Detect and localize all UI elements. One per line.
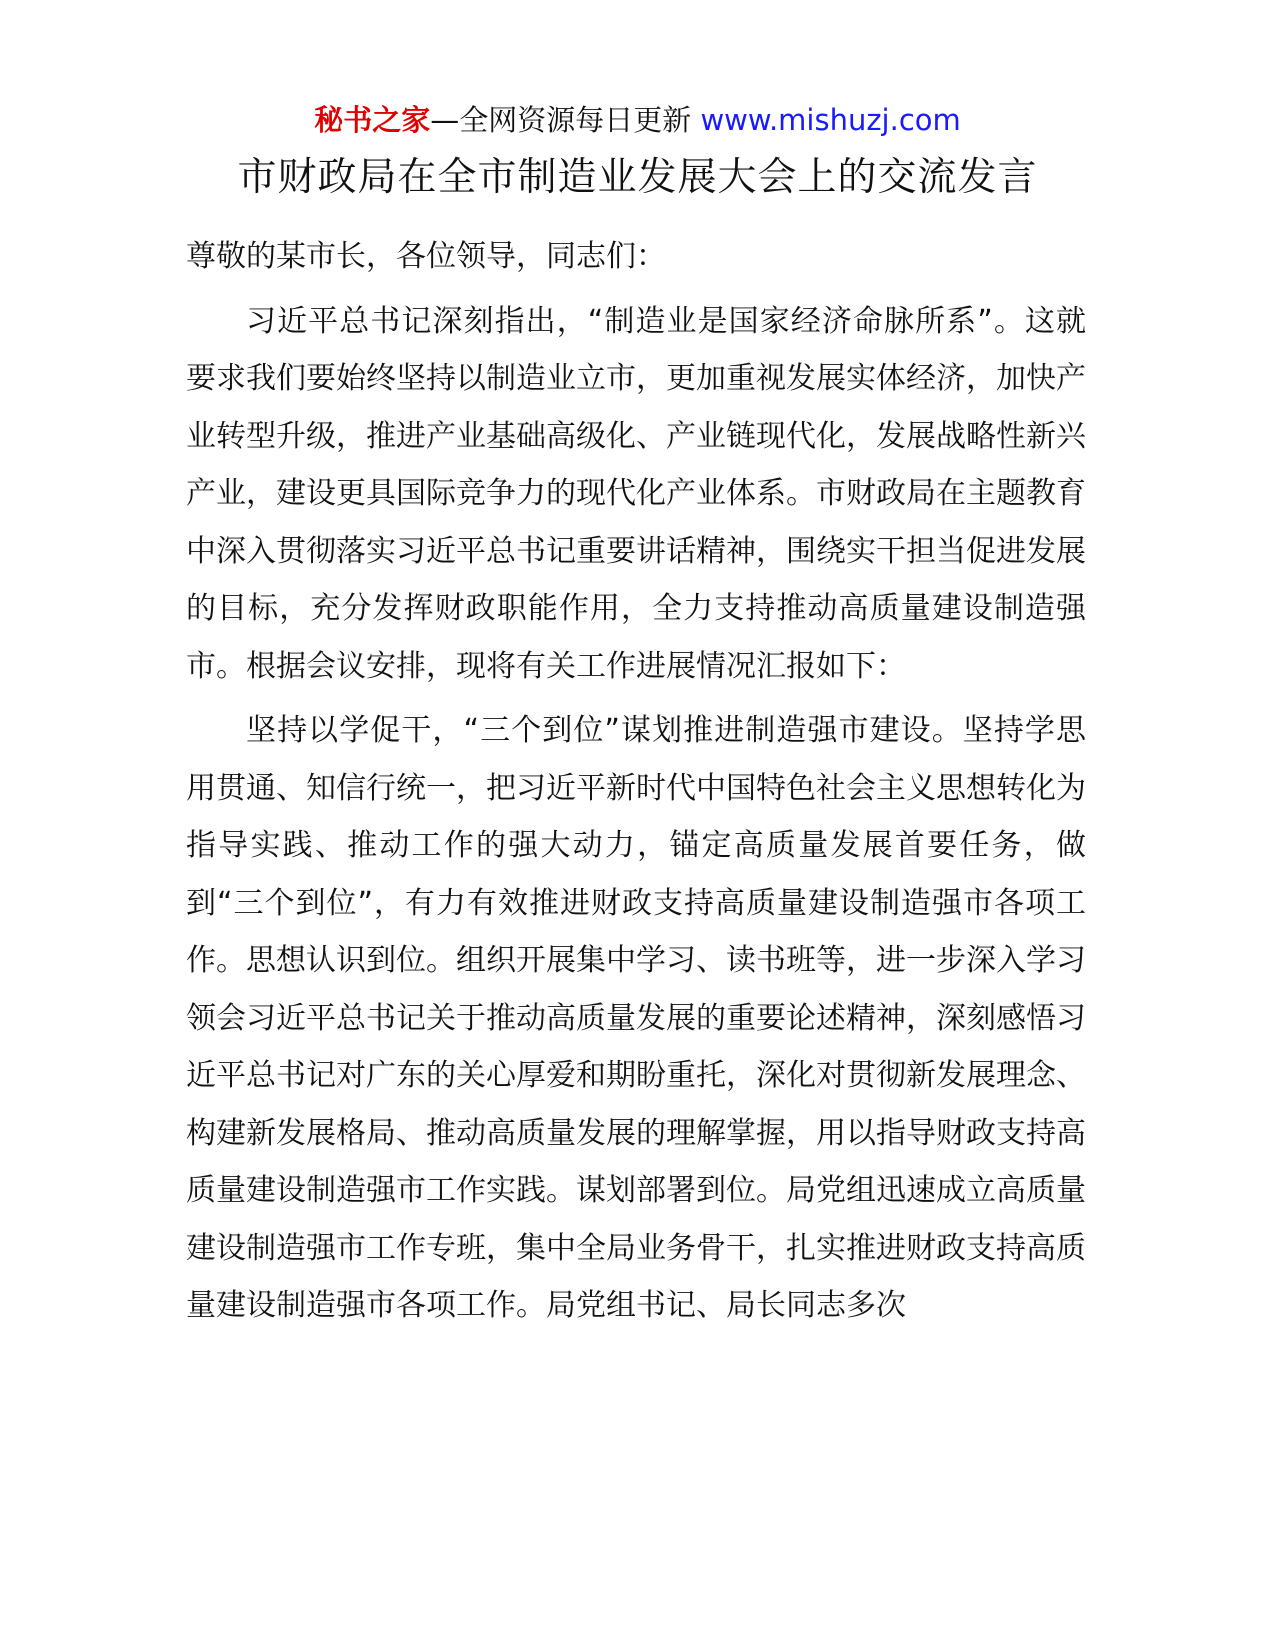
paragraph: 习近平总书记深刻指出，“制造业是国家经济命脉所系”。这就要求我们要始终坚持以制造业立市，更加重视发展实体经济，加快产业转型升级，推进产业基础高级化、产业链现代化，发展战略性新兴产业，建设更具国际竞争力的现代化产业体系。市财政局在主题教育中深入贯彻落实习近平总书记重要讲话精神，围绕实干担当促进发展的目标，充分发挥财政职能作用，全力支持推动高质量建设制造强市。根据会议安排，现将有关工作进展情况汇报如下： bbox=[186, 303, 1086, 684]
site-url-link[interactable]: www.mishuzj.com bbox=[700, 103, 961, 137]
brand-name: 秘书之家 bbox=[314, 103, 431, 137]
document-title: 市财政局在全市制造业发展大会上的交流发言 bbox=[237, 155, 1038, 200]
header-tagline: —全网资源每日更新 bbox=[430, 103, 692, 137]
document-body bbox=[186, 228, 1086, 1342]
paragraph: 坚持以学促干，“三个到位”谋划推进制造强市建设。坚持学思用贯通、知信行统一，把习近平新时代中国特色社会主义思想转化为指导实践、推动工作的强大动力，锚定高质量发展首要任务，做到“三个到位”，有力有效推进财政支持高质量建设制造强市各项工作。思想认识到位。组织开展集中学习、读书班等，进一步深入学习领会习近平总书记关于推动高质量发展的重要论述精神，深刻感悟习近平总书记对广东的关心厚爱和期盼重托，深化对贯彻新发展理念、构建新发展格局、推动高质量发展的理解掌握，用以指导财政支持高质量建设制造强市工作实践。谋划部署到位。局党组迅速成立高质量建设制造强市工作专班，集中全局业务骨干，扎实推进财政支持高质量建设制造强市各项工作。局党组书记、局长同志多次 bbox=[186, 713, 1086, 1323]
salutation: 尊敬的某市长，各位领导，同志们： bbox=[186, 239, 666, 274]
site-header bbox=[0, 100, 1275, 140]
